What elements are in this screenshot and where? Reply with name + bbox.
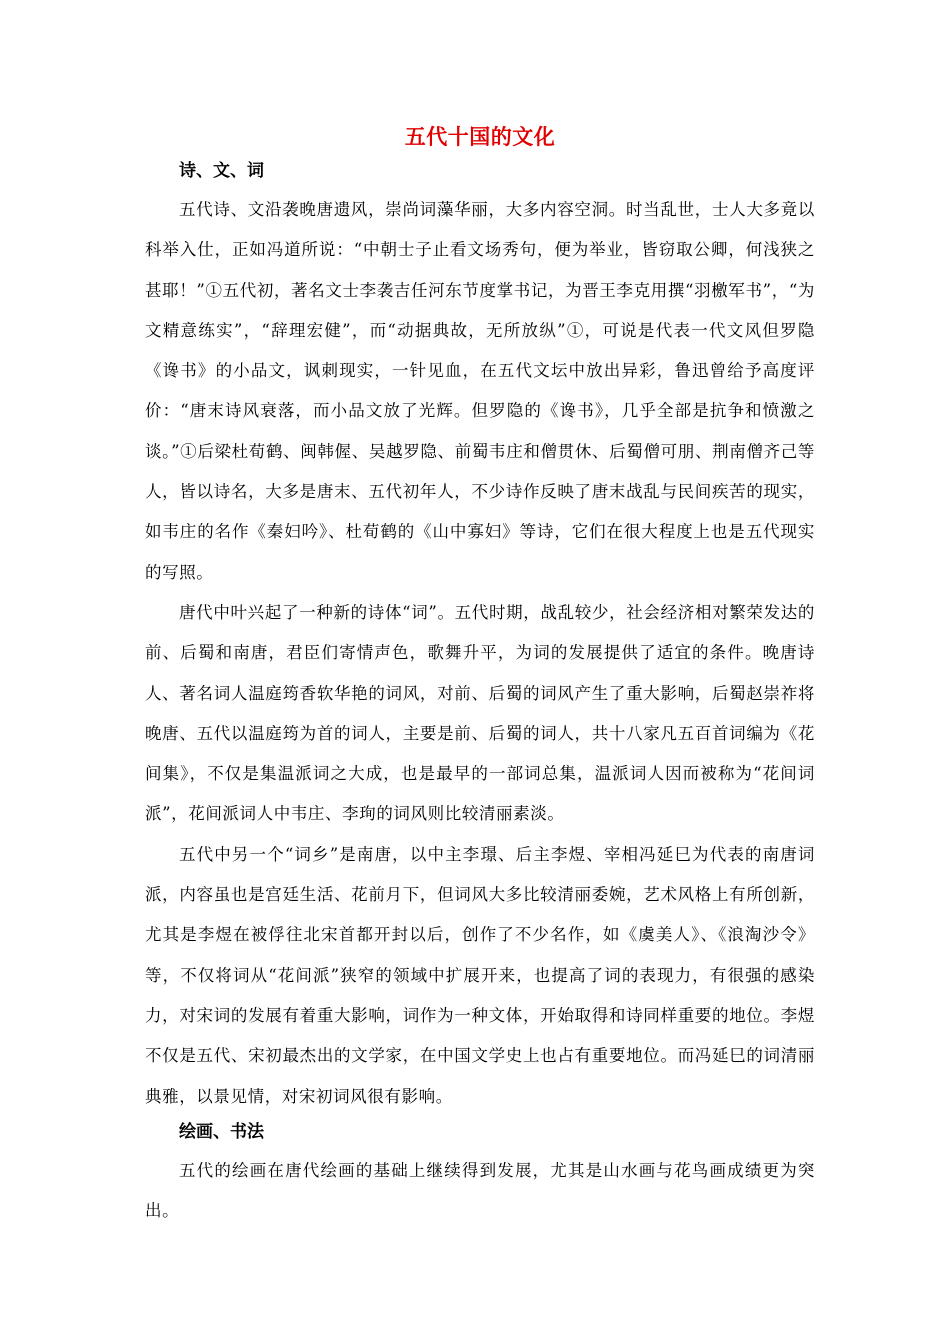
paragraph: 五代中另一个“词乡”是南唐，以中主李璟、后主李煜、宰相冯延巳为代表的南唐词派，内容虽也是宫廷生活、花前月下，但词风大多比较清丽委婉，艺术风格上有所创新，尤其是李煜在被俘往北宋首都开封以后，创作了不少名作，如《虞美人》、《浪淘沙令》等，不仅将词从“花间派”狭窄的领域中扩展开来，也提高了词的表现力，有很强的感染力，对宋词的发展有着重大影响，词作为一种文体，开始取得和诗同样重要的地位。李煜不仅是五代、宋初最杰出的文学家，在中国文学史上也占有重要地位。而冯延巳的词清丽典雅，以景见情，对宋初词风很有影响。 — [145, 844, 815, 1106]
paragraph: 唐代中叶兴起了一种新的诗体“词”。五代时期，战乱较少，社会经济相对繁荣发达的前、后蜀和南唐，君臣们寄情声色，歌舞升平，为词的发展提供了适宜的条件。晚唐诗人、著名词人温庭筠香软华艳的词风，对前、后蜀的词风产生了重大影响，后蜀赵崇祚将晚唐、五代以温庭筠为首的词人，主要是前、后蜀的词人，共十八家凡五百首词编为《花间集》，不仅是集温派词之大成，也是最早的一部词总集，温派词人因而被称为“花间词派”，花间派词人中韦庄、李珣的词风则比较清丽素淡。 — [145, 602, 815, 824]
document-page — [145, 118, 815, 1231]
document-title: 五代十国的文化 — [404, 124, 556, 149]
paragraph: 五代诗、文沿袭晚唐遗风，崇尚词藻华丽，大多内容空洞。时当乱世，士人大多竟以科举入仕，正如冯道所说：“中朝士子止看文场秀句，便为举业，皆窃取公卿，何浅狭之甚耶！”①五代初，著名文士李袭吉任河东节度掌书记，为晋王李克用撰“羽檄军书”，“为文精意练实”，“辞理宏健”，而“动据典故，无所放纵”①，可说是代表一代文风但罗隐《谗书》的小品文，讽刺现实，一针见血，在五代文坛中放出异彩，鲁迅曾给予高度评价：“唐末诗风衰落，而小品文放了光辉。但罗隐的《谗书》，几乎全部是抗争和愤激之谈。”①后梁杜荀鹤、闽韩偓、吴越罗隐、前蜀韦庄和僧贯休、后蜀僧可朋、荆南僧齐己等人，皆以诗名，大多是唐末、五代初年人，不少诗作反映了唐末战乱与民间疾苦的现实，如韦庄的名作《秦妇吟》、杜荀鹤的《山中寡妇》等诗，它们在很大程度上也是五代现实的写照。 — [145, 200, 815, 582]
paragraph: 五代的绘画在唐代绘画的基础上继续得到发展，尤其是山水画与花鸟画成绩更为突出。 — [145, 1160, 815, 1221]
section-heading-poetry: 诗、文、词 — [179, 161, 264, 181]
section-heading-painting: 绘画、书法 — [179, 1121, 264, 1142]
